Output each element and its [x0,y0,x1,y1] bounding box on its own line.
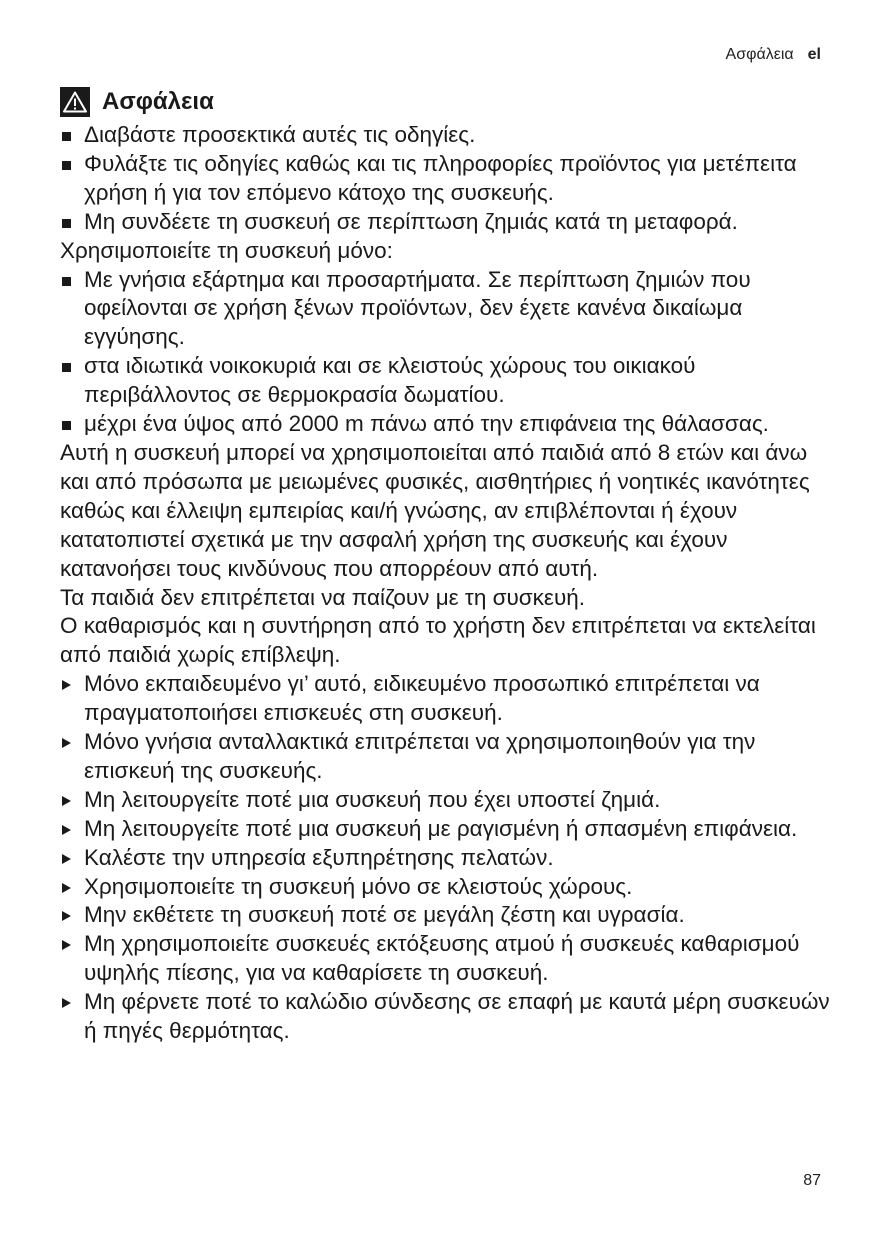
bullet-text: Φυλάξτε τις οδηγίες καθώς και τις πληροφορίες προϊόντος για μετέπειτα χρήση ή για τον επόμενο κάτοχο της συσκευής. [84,150,797,205]
arrow-bullet-icon [62,883,71,893]
running-header [726,46,821,64]
action-item [60,901,830,930]
bullet-item [60,352,830,410]
bullet-item [60,410,830,439]
page-number: 87 [803,1172,821,1189]
bullet-item [60,266,830,353]
action-text: Μη λειτουργείτε ποτέ μια συσκευή που έχει υποστεί ζημιά. [84,786,661,812]
children-usage-paragraph: Αυτή η συσκευή μπορεί να χρησιμοποιείται από παιδιά από 8 ετών και άνω και από πρόσωπα με μειωμένες φυσικές, αισθητήριες ή νοητικές ικανότητες καθώς και έλλειψη εμπειρίας και/ή γνώσης, αν επιβλέπονται ή έχουν κατατοπιστεί σχετικά με την ασφαλή χρήση της συσκευής και έχουν κατανοήσει τους κινδύνους που απορρέουν από αυτή. [60,439,810,581]
bullet-text: Με γνήσια εξάρτημα και προσαρτήματα. Σε περίπτωση ζημιών που οφείλονται σε χρήση ξένων προϊόντων, δεν έχετε κανένα δικαίωμα εγγύησης. [84,266,751,350]
action-item [60,728,830,786]
square-bullet-icon [62,363,71,372]
action-item [60,844,830,873]
action-text: Μόνο γνήσια ανταλλακτικά επιτρέπεται να χρησιμοποιηθούν για την επισκευή της συσκευής. [84,729,756,783]
arrow-bullet-icon [62,738,71,748]
square-bullet-icon [62,132,71,141]
action-item [60,988,830,1046]
bullet-text: στα ιδιωτικά νοικοκυριά και σε κλειστούς χώρους του οικιακού περιβάλλοντος σε θερμοκρασία δωματίου. [84,353,696,408]
section-title: Ασφάλεια [102,87,214,115]
cleaning-paragraph: Ο καθαρισμός και η συντήρηση από το χρήστη δεν επιτρέπεται να εκτελείται από παιδιά χωρίς επίβλεψη. [60,613,816,668]
arrow-bullet-icon [62,854,71,864]
action-item [60,786,830,815]
action-item [60,670,830,728]
header-language: el [807,46,821,63]
arrow-bullet-icon [62,998,71,1008]
action-text: Καλέστε την υπηρεσία εξυπηρέτησης πελατών. [84,844,554,870]
header-section: Ασφάλεια [725,46,794,63]
square-bullet-icon [62,277,71,286]
arrow-bullet-icon [62,825,71,835]
section-heading [60,86,830,118]
bullet-item [60,208,830,237]
bullet-text: μέχρι ένα ύψος από 2000 m πάνω από την επιφάνεια της θάλασσας. [84,411,769,437]
bullet-item [60,121,830,150]
action-item [60,873,830,902]
action-text: Χρησιμοποιείτε τη συσκευή μόνο σε κλειστούς χώρους. [84,873,633,899]
safety-section [60,86,830,1046]
arrow-bullet-icon [62,796,71,806]
square-bullet-icon [62,219,71,228]
action-item [60,815,830,844]
bullet-text: Διαβάστε προσεκτικά αυτές τις οδηγίες. [84,122,476,147]
action-text: Μη φέρνετε ποτέ το καλώδιο σύνδεσης σε επαφή με καυτά μέρη συσκευών ή πηγές θερμότητας. [84,989,830,1044]
children-play-paragraph: Τα παιδιά δεν επιτρέπεται να παίζουν με τη συσκευή. [60,584,586,610]
action-text: Μόνο εκπαιδευμένο γι’ αυτό, ειδικευμένο προσωπικό επιτρέπεται να πραγματοποιήσει επισκευές στη συσκευή. [84,671,760,726]
usage-intro: Χρησιμοποιείτε τη συσκευή μόνο: [60,237,393,263]
action-item [60,930,830,988]
action-text: Μη χρησιμοποιείτε συσκευές εκτόξευσης ατμού ή συσκευές καθαρισμού υψηλής πίεσης, για να καθαρίσετε τη συσκευή. [84,931,800,986]
action-text: Μη λειτουργείτε ποτέ μια συσκευή με ραγισμένη ή σπασμένη επιφάνεια. [84,815,798,841]
warning-triangle-icon [60,87,90,117]
action-text: Μην εκθέτετε τη συσκευή ποτέ σε μεγάλη ζέστη και υγρασία. [84,902,685,928]
bullet-item [60,150,830,208]
square-bullet-icon [62,421,71,430]
bullet-text: Μη συνδέετε τη συσκευή σε περίπτωση ζημιάς κατά τη μεταφορά. [84,208,738,234]
arrow-bullet-icon [62,940,71,950]
arrow-bullet-icon [62,680,71,690]
square-bullet-icon [62,161,71,170]
arrow-bullet-icon [62,911,71,921]
